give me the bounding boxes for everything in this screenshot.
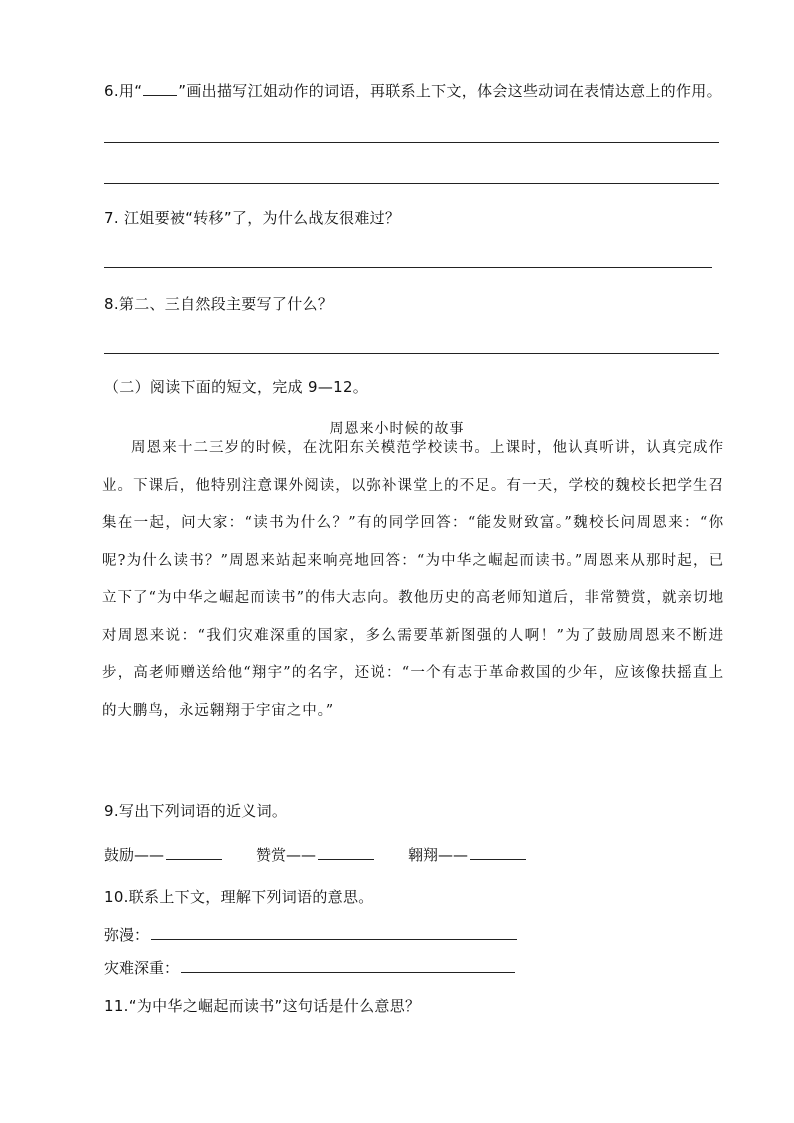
- synonym-item-2: [256, 844, 374, 865]
- question-6: [104, 80, 722, 101]
- answer-line-6b[interactable]: [104, 183, 719, 184]
- term-item-1: [104, 924, 517, 945]
- question-8: 8.第二、三自然段主要写了什么？: [104, 295, 334, 313]
- term-label-1: 弥漫：: [104, 926, 150, 944]
- question-10: 10.联系上下文，理解下列词语的意思。: [104, 888, 374, 906]
- term-blank-1[interactable]: [151, 924, 517, 940]
- synonym-word-1: 鼓励——: [104, 846, 165, 864]
- section-2-intro: （二）阅读下面的短文，完成 9—12。: [104, 378, 369, 396]
- term-label-2: 灾难深重：: [104, 959, 180, 977]
- synonym-word-2: 赞赏——: [256, 846, 317, 864]
- answer-line-7[interactable]: [104, 267, 712, 268]
- term-item-2: [104, 957, 515, 978]
- question-6-prefix: 6.用“: [104, 82, 143, 100]
- question-9: 9.写出下列词语的近义词。: [104, 802, 288, 820]
- question-7: 7. 江姐要被“转移”了，为什么战友很难过？: [104, 209, 401, 227]
- question-11: 11.“为中华之崛起而读书”这句话是什么意思？: [104, 997, 421, 1015]
- question-6-suffix: ”画出描写江姐动作的词语，再联系上下文，体会这些动词在表情达意上的作用。: [178, 82, 722, 100]
- synonym-item-1: [104, 844, 222, 865]
- story-title: 周恩来小时候的故事: [329, 421, 465, 437]
- synonym-blank-2[interactable]: [318, 844, 374, 860]
- synonym-blank-3[interactable]: [470, 844, 526, 860]
- term-blank-2[interactable]: [181, 957, 515, 973]
- synonym-item-3: [408, 844, 526, 865]
- story-body: 周恩来十二三岁的时候，在沈阳东关模范学校读书。上课时，他认真听讲，认真完成作业。下课后，他特别注意课外阅读，以弥补课堂上的不足。有一天，学校的魏校长把学生召集在一起，问大家：“读书为什么？”有的同学回答：“能发财致富。”魏校长问周恩来：“你呢?为什么读书？”周恩来站起来响亮地回答：“为中华之崛起而读书。”周恩来从那时起，已立下了“为中华之崛起而读书”的伟大志向。教他历史的高老师知道后，非常赞赏，就亲切地对周恩来说：“我们灾难深重的国家，多么需要革新图强的人啊！”为了鼓励周恩来不断进步，高老师赠送给他“翔宇”的名字，还说：“一个有志于革命救国的少年，应该像扶摇直上的大鹏鸟，永远翱翔于宇宙之中。”: [102, 440, 724, 719]
- question-6-mark-blank: [143, 80, 177, 96]
- answer-line-6a[interactable]: [104, 142, 719, 143]
- synonym-blank-1[interactable]: [166, 844, 222, 860]
- synonym-word-3: 翱翔——: [408, 846, 469, 864]
- answer-line-8[interactable]: [104, 353, 719, 354]
